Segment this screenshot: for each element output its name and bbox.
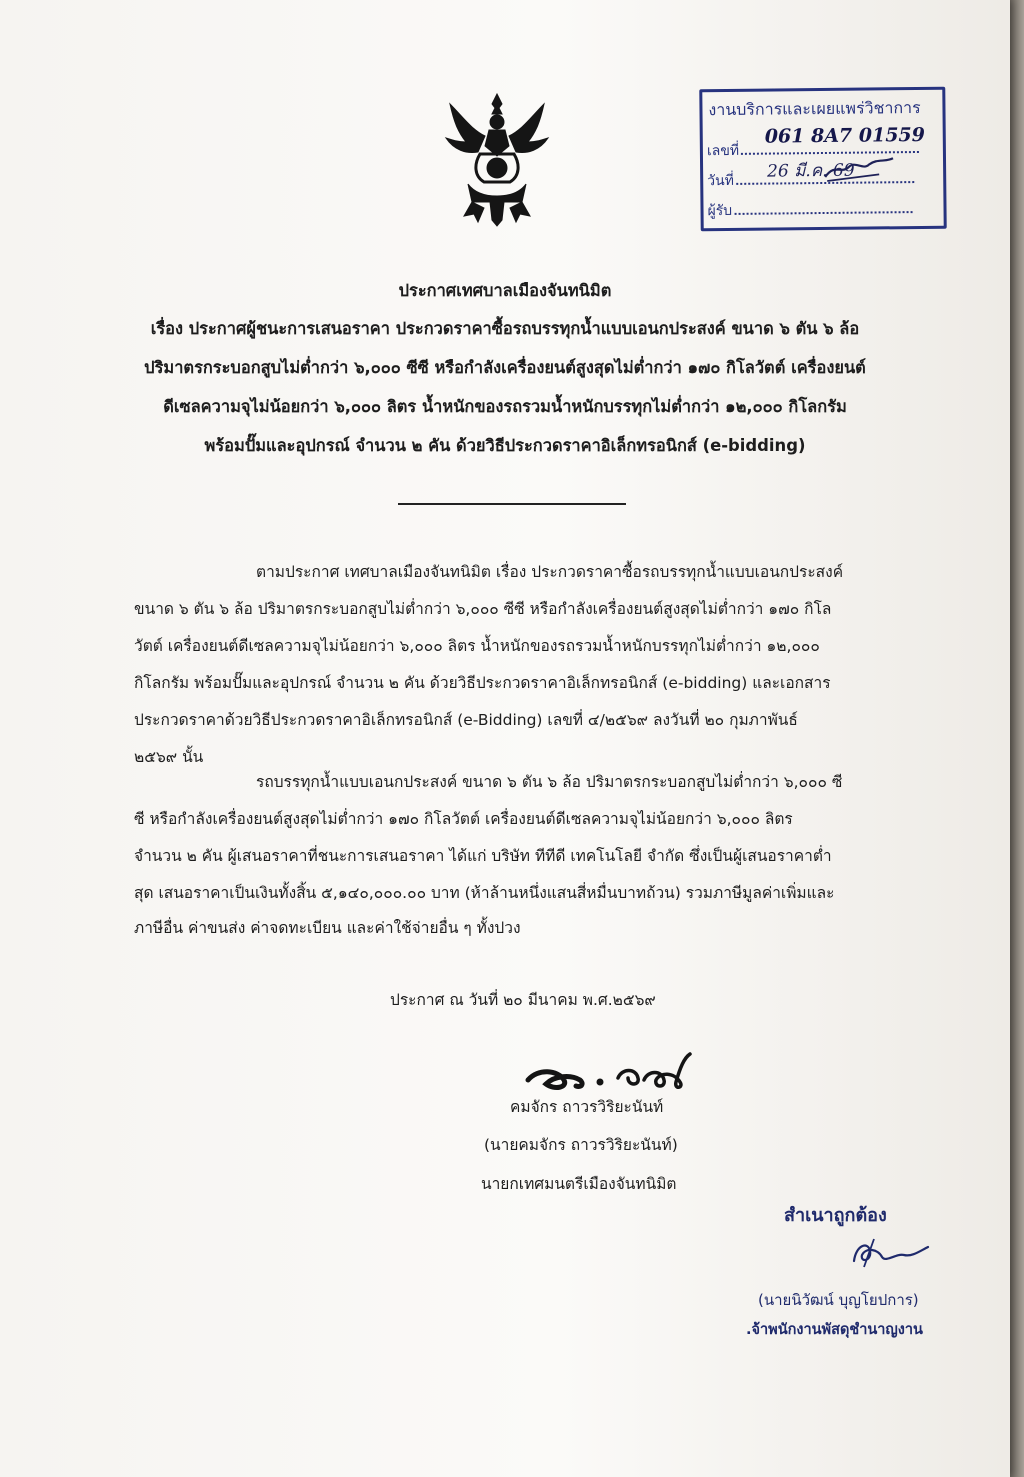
mayor-signature-icon: [524, 1050, 694, 1096]
para2-line-3: จำนวน ๒ คัน ผู้เสนอราคาที่ชนะการเสนอราคา ได้แก่ บริษัท ทีทีดี เทคโนโลยี จำกัด ซึ่งเป็นผู้เสนอราคาต่ำ: [134, 847, 832, 865]
stamp-receiver-label: ผู้รับ: [707, 202, 733, 220]
stamp-title: งานบริการและเผยแพร่วิชาการ: [708, 97, 921, 120]
para2-line-1: รถบรรทุกน้ำแบบเอนกประสงค์ ขนาด ๖ ตัน ๖ ล้อ ปริมาตรกระบอกสูบไม่ต่ำกว่า ๖,๐๐๐ ซี: [256, 773, 843, 791]
stamp-number-label: เลขที่: [706, 142, 740, 160]
signer-name: คมจักร ถาวรวิริยะนันท์: [510, 1098, 664, 1116]
stamp-receiver-row: [707, 198, 912, 222]
page-edge-shadow: [1010, 0, 1024, 1477]
stamp-number-handwritten: 061 8A7 01559: [764, 123, 926, 148]
para2-line-2: ซี หรือกำลังเครื่องยนต์สูงสุดไม่ต่ำกว่า ๑๗๐ กิโลวัตต์ เครื่องยนต์ดีเซลความจุไม่น้อยกว่า ๖,๐๐๐ ลิตร: [134, 810, 793, 828]
subject-line-2: ปริมาตรกระบอกสูบไม่ต่ำกว่า ๖,๐๐๐ ซีซี หรือกำลังเครื่องยนต์สูงสุดไม่ต่ำกว่า ๑๗๐ กิโลวัตต์ เครื่องยนต์: [144, 358, 866, 377]
stamp-initials-icon: [819, 152, 899, 187]
para2-line-5: ภาษีอื่น ค่าขนส่ง ค่าจดทะเบียน และค่าใช้จ่ายอื่น ๆ ทั้งปวง: [134, 919, 521, 937]
subject-line-1: เรื่อง ประกาศผู้ชนะการเสนอราคา ประกวดราคาซื้อรถบรรทุกน้ำแบบเอนกประสงค์ ขนาด ๖ ตัน ๖ ล้อ: [150, 319, 860, 338]
signer-position: นายกเทศมนตรีเมืองจันทนิมิต: [481, 1175, 677, 1193]
para1-line-4: กิโลกรัม พร้อมปั๊มและอุปกรณ์ จำนวน ๒ คัน ด้วยวิธีประกวดราคาอิเล็กทรอนิกส์ (e-bidding) และเอกสาร: [134, 674, 831, 692]
announce-date: ประกาศ ณ วันที่ ๒๐ มีนาคม พ.ศ.๒๕๖๙: [390, 991, 656, 1009]
certifier-position: .จ้าพนักงานพัสดุชำนาญงาน: [746, 1322, 923, 1338]
receipt-stamp: [699, 87, 946, 232]
para1-line-3: วัตต์ เครื่องยนต์ดีเซลความจุไม่น้อยกว่า ๖,๐๐๐ ลิตร น้ำหนักของรถรวมน้ำหนักบรรทุกไม่ต่ำกว่า ๑๒,๐๐๐: [134, 637, 820, 655]
certifier-signature-icon: [844, 1235, 934, 1271]
garuda-emblem-icon: [444, 92, 550, 230]
para1-line-5: ประกวดราคาด้วยวิธีประกวดราคาอิเล็กทรอนิกส์ (e-Bidding) เลขที่ ๔/๒๕๖๙ ลงวันที่ ๒๐ กุมภาพันธ์: [134, 711, 798, 729]
subject-line-3: ดีเซลความจุไม่น้อยกว่า ๖,๐๐๐ ลิตร น้ำหนักของรถรวมน้ำหนักบรรทุกไม่ต่ำกว่า ๑๒,๐๐๐ กิโลกรัม: [163, 397, 847, 416]
para2-line-4: สุด เสนอราคาเป็นเงินทั้งสิ้น ๕,๑๔๐,๐๐๐.๐๐ บาท (ห้าล้านหนึ่งแสนสี่หมื่นบาทถ้วน) รวมภาษีมูลค่าเพิ่มและ: [134, 884, 835, 902]
certified-copy-label: สำเนาถูกต้อง: [784, 1205, 887, 1226]
stamp-date-label: วันที่: [707, 172, 734, 190]
para1-line-2: ขนาด ๖ ตัน ๖ ล้อ ปริมาตรกระบอกสูบไม่ต่ำกว่า ๖,๐๐๐ ซีซี หรือกำลังเครื่องยนต์สูงสุดไม่ต่ำกว่า ๑๗๐ กิโล: [134, 600, 832, 618]
header-divider: [398, 503, 626, 505]
subject-line-4: พร้อมปั๊มและอุปกรณ์ จำนวน ๒ คัน ด้วยวิธีประกวดราคาอิเล็กทรอนิกส์ (e-bidding): [204, 436, 806, 455]
certifier-name: (นายนิวัฒน์ บุญโยปการ): [758, 1291, 919, 1309]
para1-line-6: ๒๕๖๙ นั้น: [134, 748, 204, 766]
announcement-title: ประกาศเทศบาลเมืองจันทนิมิต: [398, 281, 612, 300]
para1-line-1: ตามประกาศ เทศบาลเมืองจันทนิมิต เรื่อง ประกวดราคาซื้อรถบรรทุกน้ำแบบเอนกประสงค์: [256, 563, 844, 581]
stamp-date-handwritten: 26 มี.ค. 69: [767, 160, 855, 182]
signer-full-name: (นายคมจักร ถาวรวิริยะนันท์): [484, 1136, 678, 1154]
